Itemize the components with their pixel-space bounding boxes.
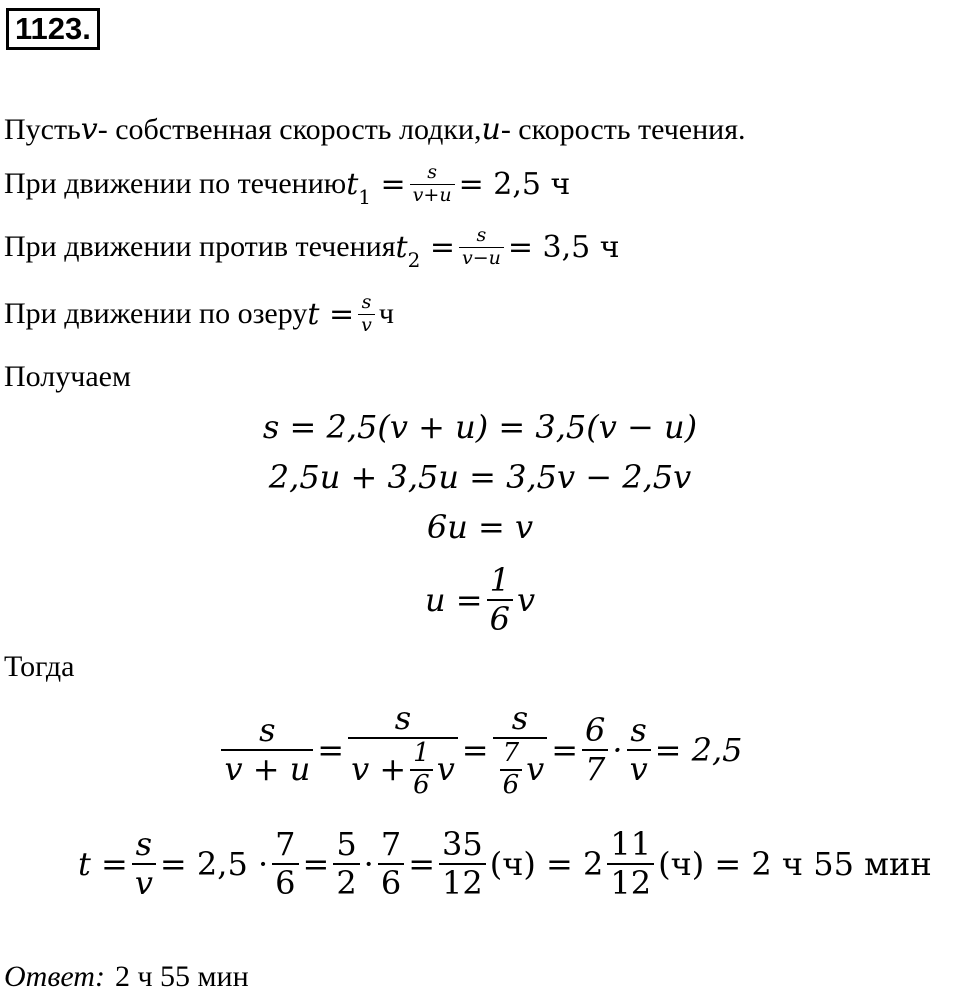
chain-fraction-2: s v + $\frac{1}{6}$ v (348, 700, 458, 801)
upstream-result: = 3,5 ч (507, 229, 620, 265)
lake-text: При движении по озеру (4, 297, 308, 331)
then-label: Тогда (4, 650, 75, 683)
equation-1: s = 2,5(v + u) = 3,5(v − u) (262, 408, 698, 446)
equation-4: u = $\frac{1}{6}$ v (424, 561, 536, 638)
lake-fraction: $\frac{s}{v}$ (358, 292, 375, 337)
equation-3: 6u = v (426, 508, 534, 546)
answer-label: Ответ: (4, 960, 105, 993)
t1-symbol: $t_1$ (346, 166, 371, 209)
eq4-fraction: $\frac{1}{6}$ (487, 562, 513, 638)
chain-fraction-3: s $\frac{7}{6}$ v (493, 700, 548, 801)
upstream-line: При движении против течения $t_2$ = $\frac{s}{v-u}$ = 3,5 ч (4, 224, 620, 272)
t-symbol: t (307, 296, 320, 332)
final-fraction-2: $\frac{7}{6}$ (272, 826, 298, 902)
lake-unit: ч (378, 297, 394, 331)
downstream-line: При движении по течению $t_1$ = $\frac{s}{v+u}$ = 2,5 ч (4, 161, 571, 209)
final-equation: t = $\frac{s}{v}$ = 2,5 · $\frac{7}{6}$ = $\frac{5}{2}$ · $\frac{7}{6}$ = $\frac{35}{12}$ (ч) = 2 $\frac{11}{12}$ (ч) = 2 ч 55 мин (78, 825, 932, 902)
final-fraction-5: $\frac{35}{12}$ (439, 826, 486, 902)
downstream-text: При движении по течению (4, 167, 347, 201)
final-fraction-4: $\frac{7}{6}$ (378, 826, 404, 902)
chain-result: = 2,5 (654, 731, 743, 770)
problem-number: 1123. (6, 8, 100, 50)
upstream-fraction: $\frac{s}{v-u}$ (459, 225, 504, 270)
final-fraction-6: $\frac{11}{12}$ (607, 826, 654, 902)
intro-text-2: - собственная скорость лодки, (97, 112, 482, 146)
var-u: u (481, 112, 501, 147)
var-v: v (80, 112, 98, 147)
chain-equation: $\frac{s}{v + u}$ = s v + $\frac{1}{6}$ v = s $\frac{7}{6}$ v = $\frac{6}{7}$ · $\frac{s}{v}$ = 2,5 (0, 700, 960, 801)
upstream-text: При движении против течения (4, 230, 396, 264)
intro-line (4, 112, 746, 147)
downstream-result: = 2,5 ч (458, 166, 571, 202)
intro-text-3: - скорость течения. (500, 112, 746, 146)
downstream-fraction: $\frac{s}{v+u}$ (410, 162, 455, 207)
chain-fraction-4: $\frac{6}{7}$ (582, 712, 608, 788)
answer-value: 2 ч 55 мин (114, 960, 249, 993)
equation-2: 2,5u + 3,5u = 3,5v − 2,5v (268, 458, 692, 496)
answer-line (4, 960, 249, 994)
intro-text-1: Пусть (4, 112, 81, 146)
chain-fraction-5: $\frac{s}{v}$ (627, 712, 651, 788)
chain-fraction-1: $\frac{s}{v + u}$ (221, 712, 313, 788)
lake-line: При движении по озеру t = $\frac{s}{v}$ ч (4, 291, 394, 336)
t2-symbol: $t_2$ (395, 229, 421, 272)
final-fraction-3: $\frac{5}{2}$ (333, 826, 359, 902)
final-fraction-1: $\frac{s}{v}$ (132, 826, 156, 902)
get-label: Получаем (4, 360, 131, 393)
